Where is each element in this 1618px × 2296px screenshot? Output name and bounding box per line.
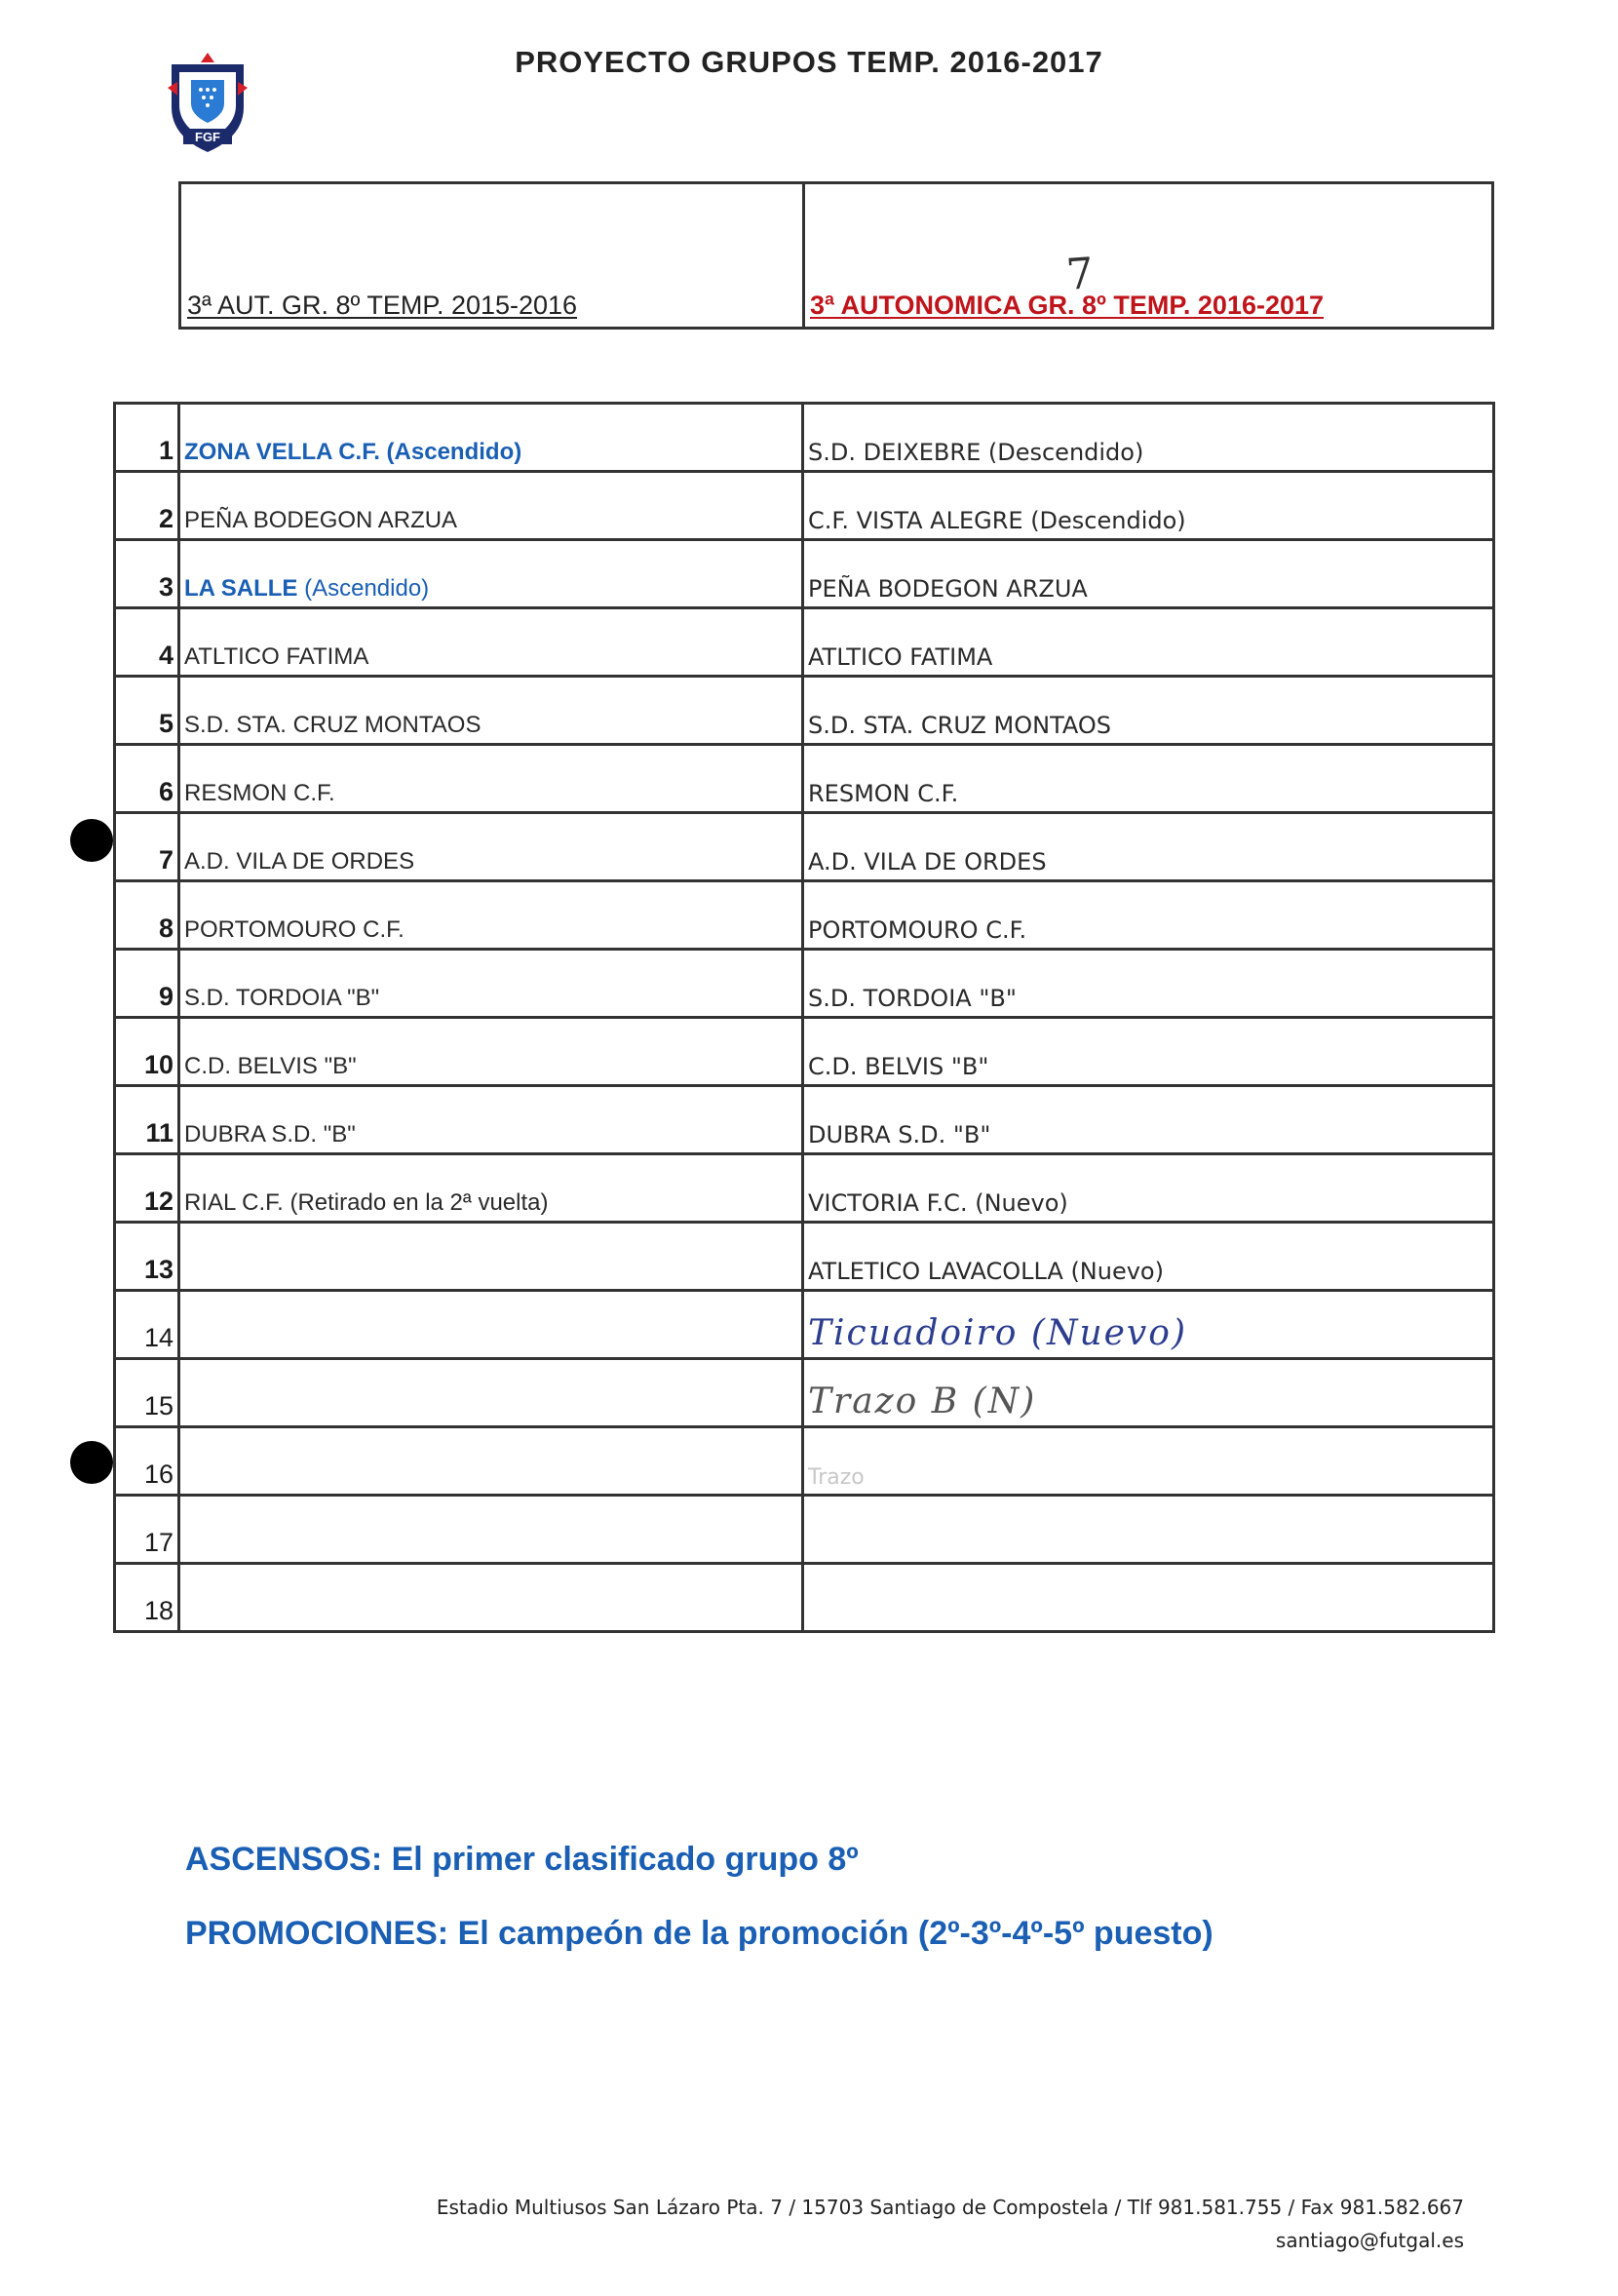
table-row xyxy=(115,1427,1494,1496)
new-season-label: 3ª AUTONOMICA GR. 8º TEMP. 2016-2017 xyxy=(810,291,1325,320)
row-number: 6 xyxy=(115,745,179,813)
team-name: ATLETICO LAVACOLLA (Nuevo) xyxy=(808,1258,1164,1285)
team-name: LA SALLE xyxy=(184,575,298,602)
row-number: 1 xyxy=(115,404,179,472)
new-season-team xyxy=(803,745,1494,813)
document-title: PROYECTO GRUPOS TEMP. 2016-2017 xyxy=(515,45,1103,79)
new-season-team xyxy=(803,813,1494,881)
new-season-team xyxy=(803,404,1494,472)
table-row xyxy=(115,677,1494,745)
new-season-team xyxy=(803,677,1494,745)
previous-season-team xyxy=(179,1223,803,1291)
new-season-team xyxy=(803,1496,1494,1564)
teams-table-body xyxy=(115,404,1494,1632)
previous-season-team xyxy=(179,1359,803,1427)
fgf-logo xyxy=(166,51,250,156)
season-header xyxy=(178,181,1494,330)
new-season-team xyxy=(803,1359,1494,1427)
team-status-note: (Ascendido) xyxy=(379,439,522,465)
team-name: PEÑA BODEGON ARZUA xyxy=(808,575,1088,603)
row-number: 9 xyxy=(115,950,179,1018)
table-row xyxy=(115,745,1494,813)
new-season-team xyxy=(803,1154,1494,1223)
table-row xyxy=(115,1018,1494,1086)
table-row xyxy=(115,1359,1494,1427)
new-season-team xyxy=(803,1018,1494,1086)
table-row xyxy=(115,950,1494,1018)
table-row xyxy=(115,1564,1494,1632)
team-name: S.D. STA. CRUZ MONTAOS xyxy=(184,712,482,738)
row-number: 4 xyxy=(115,608,179,677)
team-name: S.D. STA. CRUZ MONTAOS xyxy=(808,712,1112,739)
team-name: A.D. VILA DE ORDES xyxy=(184,848,415,875)
team-name: S.D. TORDOIA "B" xyxy=(184,985,380,1011)
team-name: S.D. DEIXEBRE (Descendido) xyxy=(808,439,1144,466)
table-row xyxy=(115,1086,1494,1154)
row-number: 2 xyxy=(115,472,179,540)
svg-text:FGF: FGF xyxy=(195,130,220,144)
team-name: C.D. BELVIS "B" xyxy=(184,1053,357,1079)
header-divider xyxy=(802,184,805,327)
team-name: PORTOMOURO C.F. xyxy=(808,916,1027,944)
previous-season-team xyxy=(179,472,803,540)
table-row xyxy=(115,1291,1494,1359)
table-row xyxy=(115,540,1494,608)
table-row xyxy=(115,813,1494,881)
previous-season-team xyxy=(179,677,803,745)
previous-season-team xyxy=(179,1291,803,1359)
team-name: C.F. VISTA ALEGRE (Descendido) xyxy=(808,507,1186,534)
row-number: 3 xyxy=(115,540,179,608)
table-row xyxy=(115,1496,1494,1564)
team-name: C.D. BELVIS "B" xyxy=(808,1053,989,1080)
previous-season-label: 3ª AUT. GR. 8º TEMP. 2015-2016 xyxy=(187,291,578,320)
new-season-team xyxy=(803,608,1494,677)
previous-season-team xyxy=(179,608,803,677)
team-status-note: (Ascendido) xyxy=(297,575,430,602)
table-row xyxy=(115,1223,1494,1291)
row-number: 18 xyxy=(115,1564,179,1632)
previous-season-team xyxy=(179,745,803,813)
team-name: RESMON C.F. xyxy=(808,780,959,807)
footer-email: santiago@futgal.es xyxy=(1275,2229,1464,2252)
row-number: 8 xyxy=(115,881,179,950)
new-season-team xyxy=(803,1223,1494,1291)
row-number: 12 xyxy=(115,1154,179,1223)
team-name: RIAL C.F. (Retirado en la 2ª vuelta) xyxy=(184,1189,549,1216)
ascensos-note: ASCENSOS: El primer clasificado grupo 8º xyxy=(185,1841,859,1878)
new-season-team xyxy=(803,1427,1494,1496)
previous-season-team xyxy=(179,1564,803,1632)
previous-season-team xyxy=(179,1496,803,1564)
new-season-team xyxy=(803,950,1494,1018)
team-name: S.D. TORDOIA "B" xyxy=(808,985,1017,1012)
footer-address: Estadio Multiusos San Lázaro Pta. 7 / 15703 Santiago de Compostela / Tlf 981.581.755 / Fax 981.582.667 xyxy=(436,2196,1464,2219)
team-name: DUBRA S.D. "B" xyxy=(184,1121,356,1148)
team-name: ATLTICO FATIMA xyxy=(808,643,993,671)
row-number: 15 xyxy=(115,1359,179,1427)
new-season-team xyxy=(803,1086,1494,1154)
row-number: 16 xyxy=(115,1427,179,1496)
previous-season-team xyxy=(179,813,803,881)
team-name: DUBRA S.D. "B" xyxy=(808,1121,991,1148)
new-season-team xyxy=(803,881,1494,950)
row-number: 5 xyxy=(115,677,179,745)
handwritten-group-correction: 7 xyxy=(1064,249,1096,300)
punch-hole xyxy=(70,1441,113,1484)
previous-season-team xyxy=(179,1018,803,1086)
row-number: 17 xyxy=(115,1496,179,1564)
table-row xyxy=(115,1154,1494,1223)
promociones-note: PROMOCIONES: El campeón de la promoción (2º-3º-4º-5º puesto) xyxy=(185,1915,1214,1952)
row-number: 11 xyxy=(115,1086,179,1154)
previous-season-team xyxy=(179,950,803,1018)
table-row xyxy=(115,404,1494,472)
team-name: A.D. VILA DE ORDES xyxy=(808,848,1047,876)
previous-season-team xyxy=(179,881,803,950)
team-name: PORTOMOURO C.F. xyxy=(184,916,404,943)
team-name: VICTORIA F.C. (Nuevo) xyxy=(808,1189,1068,1217)
row-number: 14 xyxy=(115,1291,179,1359)
table-row xyxy=(115,608,1494,677)
previous-season-team xyxy=(179,1154,803,1223)
row-number: 13 xyxy=(115,1223,179,1291)
table-row xyxy=(115,472,1494,540)
previous-season-team xyxy=(179,540,803,608)
team-name: RESMON C.F. xyxy=(184,780,335,806)
handwritten-team-entry: Trazo B (N) xyxy=(808,1381,1037,1421)
team-name: ZONA VELLA C.F. xyxy=(184,439,380,465)
teams-table xyxy=(113,402,1495,1633)
row-number: 10 xyxy=(115,1018,179,1086)
new-season-team xyxy=(803,540,1494,608)
row-number: 7 xyxy=(115,813,179,881)
team-name: PEÑA BODEGON ARZUA xyxy=(184,507,458,533)
handwritten-team-entry: Ticuadoiro (Nuevo) xyxy=(808,1313,1187,1353)
previous-season-team xyxy=(179,1427,803,1496)
new-season-team xyxy=(803,1564,1494,1632)
punch-hole xyxy=(70,819,113,862)
new-season-team xyxy=(803,472,1494,540)
handwritten-team-entry: Trazo xyxy=(808,1465,865,1490)
new-season-team xyxy=(803,1291,1494,1359)
previous-season-team xyxy=(179,1086,803,1154)
table-row xyxy=(115,881,1494,950)
previous-season-team xyxy=(179,404,803,472)
team-name: ATLTICO FATIMA xyxy=(184,643,369,670)
